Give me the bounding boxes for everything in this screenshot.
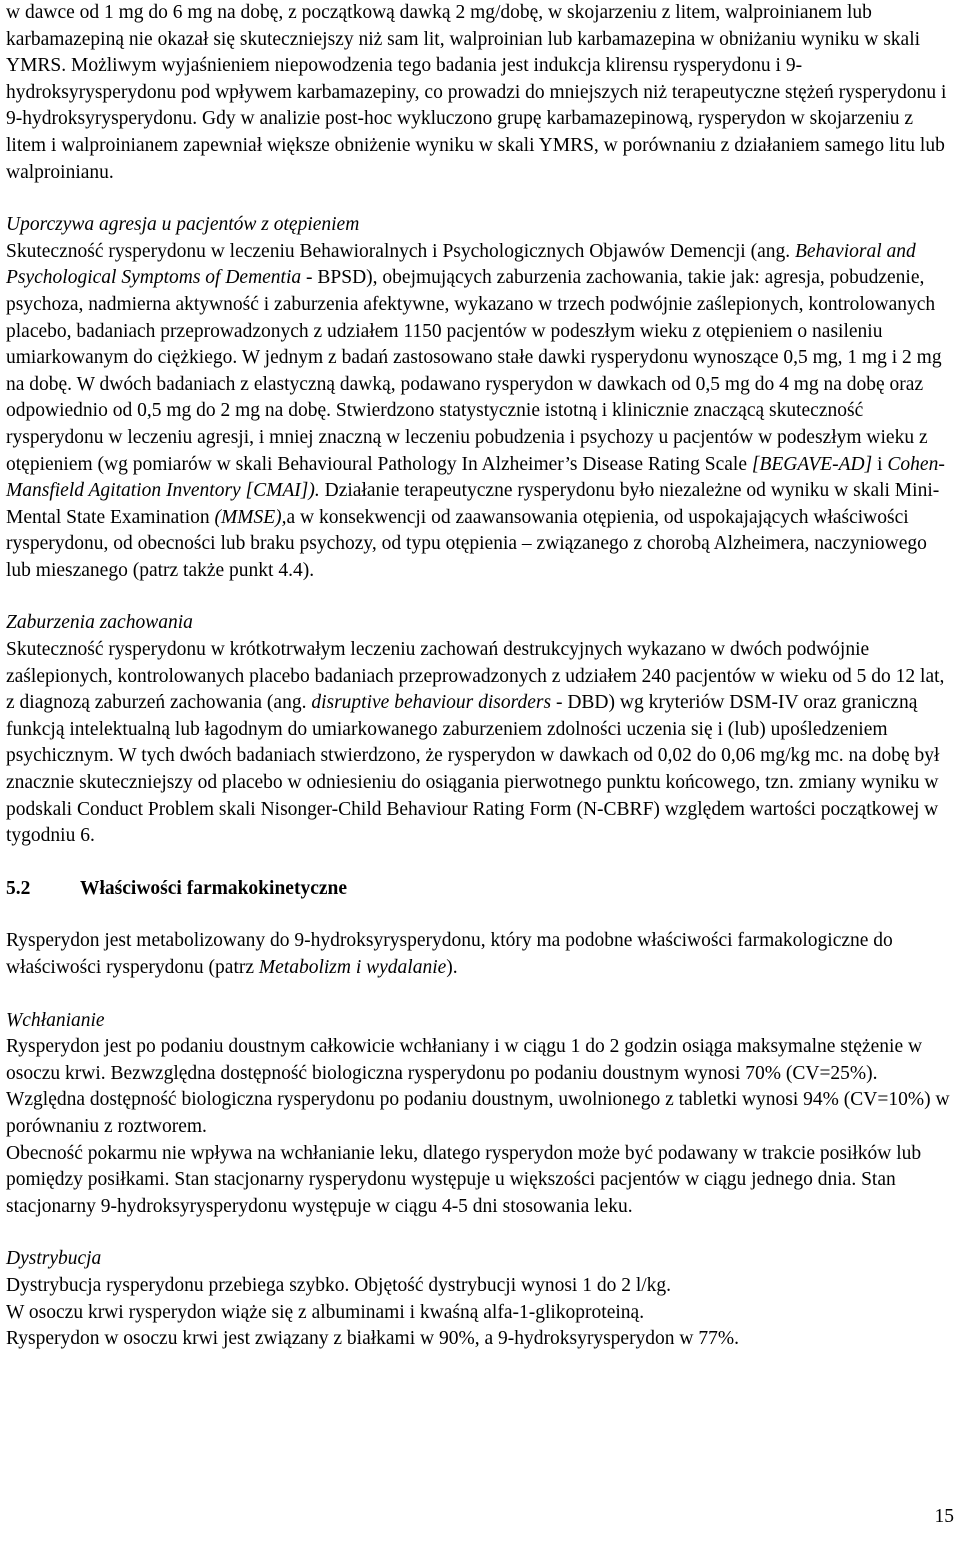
pk-intro-paragraph	[6, 928, 956, 981]
aggression-text-3: i	[872, 453, 888, 475]
aggression-heading: Uporczywa agresja u pacjentów z otępieniem	[6, 214, 360, 236]
section-number: 5.2	[6, 877, 31, 899]
document-page	[6, 0, 956, 1353]
section-title: Właściwości farmakokinetyczne	[80, 877, 348, 899]
behaviour-paragraph	[6, 637, 956, 850]
aggression-text-4: Działanie terapeutyczne rysperydonu było niezależne od wyniku w skali Mini-Mental State Examination	[6, 480, 940, 528]
section-heading	[6, 876, 956, 903]
behaviour-section	[6, 610, 956, 849]
distribution-heading: Dystrybucja	[6, 1248, 102, 1270]
pk-intro-end: ).	[446, 957, 458, 978]
intro-paragraph: w dawce od 1 mg do 6 mg na dobę, z początkową dawką 2 mg/dobę, w skojarzeniu z litem, walproinianem lub karbamazepiną nie okazał się skuteczniejszy niż sam lit, walproinian lub karbamazepina w obniżaniu wyniku w skali YMRS. Możliwym wyjaśnieniem niepowodzenia tego badania jest indukcja klirensu rysperydonu i 9-hydroksyrysperydonu pod wpływem karbamazepiny, co prowadzi do mniejszych niż terapeutyczne stężeń rysperydonu i 9-hydroksyrysperydonu. Gdy w analizie post-hoc wykluczono grupę karbamazepinową, rysperydon w skojarzeniu z litem i walproinianem zapewniał większe obniżenie wyniku w skali YMRS, w porównaniu z działaniem samego litu lub walproinianu.	[6, 2, 947, 183]
aggression-italic-1: Behavioral and Psychological Symptoms of Dementia	[6, 240, 916, 289]
aggression-text-2: - BPSD), obejmujących zaburzenia zachowania, takie jak: agresja, pobudzenie, psychoza, nadmierna aktywność i zaburzenia afektywne, wykazano w trzech podwójnie zaślepionych, kontrolowanych placebo, badaniach przeprowadzonych z udziałem 1150 pacjentów w podeszłym wieku z otępieniem o nasileniu umiarkowanym do ciężkiego. W jednym z badań zastosowano stałe dawki rysperydonu wynoszące 0,5 mg, 1 mg i 2 mg na dobę. W dwóch badaniach z elastyczną dawką, podawano rysperydon w dawkach od 0,5 mg do 4 mg na dobę oraz odpowiednio od 0,5 mg do 2 mg na dobę. Stwierdzono statystycznie istotną i klinicznie znaczącą skuteczność rysperydonu w leczeniu agresji, i mniej znaczną w leczeniu pobudzenia i psychozy u pacjentów w podeszłym wieku z otępieniem (wg pomiarów w skali Behavioural Pathology In Alzheimer’s Disease Rating Scale	[6, 267, 942, 475]
behaviour-text-1: Skuteczność rysperydonu w krótkotrwałym leczeniu zachowań destrukcyjnych wykazano w dwóch podwójnie zaślepionych, kontrolowanych placebo badaniach przeprowadzonych z udziałem 240 pacjentów w wieku od 5 do 12 lat, z diagnozą zaburzeń zachowania (ang.	[6, 639, 945, 714]
absorption-heading: Wchłanianie	[6, 1009, 105, 1031]
distribution-line: W osoczu krwi rysperydon wiąże się z albuminami i kwaśną alfa-1-glikoproteiną.	[6, 1301, 645, 1323]
absorption-paragraph-1: Rysperydon jest po podaniu doustnym całkowicie wchłaniany i w ciągu 1 do 2 godzin osiąga maksymalne stężenie w osoczu krwi. Bezwzględna dostępność biologiczna rysperydonu po podaniu doustnym wynosi 70% (CV=25%). Względna dostępność biologiczna rysperydonu po podaniu doustnym, uwolnionego z tabletki wynosi 94% (CV=10%) w porównaniu z roztworem.	[6, 1036, 950, 1137]
aggression-text-1: Skuteczność rysperydonu w leczeniu Behawioralnych i Psychologicznych Objawów Demencji (ang.	[6, 240, 795, 262]
aggression-italic-2: [BEGAVE-AD]	[751, 453, 873, 475]
distribution-line: Dystrybucja rysperydonu przebiega szybko. Objętość dystrybucji wynosi 1 do 2 l/kg.	[6, 1274, 672, 1296]
pk-intro-italic: Metabolizm i wydalanie	[258, 957, 447, 978]
behaviour-text-2: DBD) wg kryteriów DSM-IV oraz graniczną funkcją intelektualną lub łagodnym do umiarkowanego zaburzeniem zdolności uczenia się i (lub) upośledzeniem psychicznym. W tych dwóch badaniach stwierdzono, że rysperydon w dawkach od 0,02 do 0,06 mg/kg mc. na dobę był znacznie skuteczniejszy od placebo w odniesieniu do osiągania pierwotnego punktu końcowego, tzn. zmiany wyniku w podskali Conduct Problem skali Nisonger-Child Behaviour Rating Form (N-CBRF) względem wartości początkowej w tygodniu 6.	[6, 692, 940, 847]
absorption-section	[6, 1008, 956, 1221]
page-number: 15	[934, 1506, 954, 1527]
behaviour-heading: Zaburzenia zachowania	[6, 612, 193, 634]
distribution-section	[6, 1246, 956, 1352]
aggression-section	[6, 212, 956, 584]
behaviour-italic-1: disruptive behaviour disorders -	[311, 692, 563, 714]
aggression-italic-4: (MMSE),	[214, 506, 287, 528]
aggression-italic-3: Cohen-Mansfield Agitation Inventory [CMAI]).	[6, 453, 945, 502]
distribution-line: Rysperydon w osoczu krwi jest związany z białkami w 90%, a 9-hydroksyrysperydon w 77%.	[6, 1328, 740, 1350]
aggression-text-5: a w konsekwencji od zaawansowania otępienia, od uspokajających właściwości rysperydonu, od obecności lub braku psychozy, od typu otępienia – związanego z chorobą Alzheimera, naczyniowego lub mieszanego (patrz także punkt 4.4).	[6, 506, 927, 581]
pk-intro-text: Rysperydon jest metabolizowany do 9-hydroksyrysperydonu, który ma podobne właściwości farmakologiczne do właściwości rysperydonu (patrz	[6, 930, 893, 978]
aggression-paragraph	[6, 239, 956, 585]
absorption-paragraph-2: Obecność pokarmu nie wpływa na wchłanianie leku, dlatego rysperydon może być podawany w trakcie posiłków lub pomiędzy posiłkami. Stan stacjonarny rysperydonu występuje u większości pacjentów w ciągu jednego dnia. Stan stacjonarny 9-hydroksyrysperydonu występuje w ciągu 4-5 dni stosowania leku.	[6, 1142, 922, 1217]
